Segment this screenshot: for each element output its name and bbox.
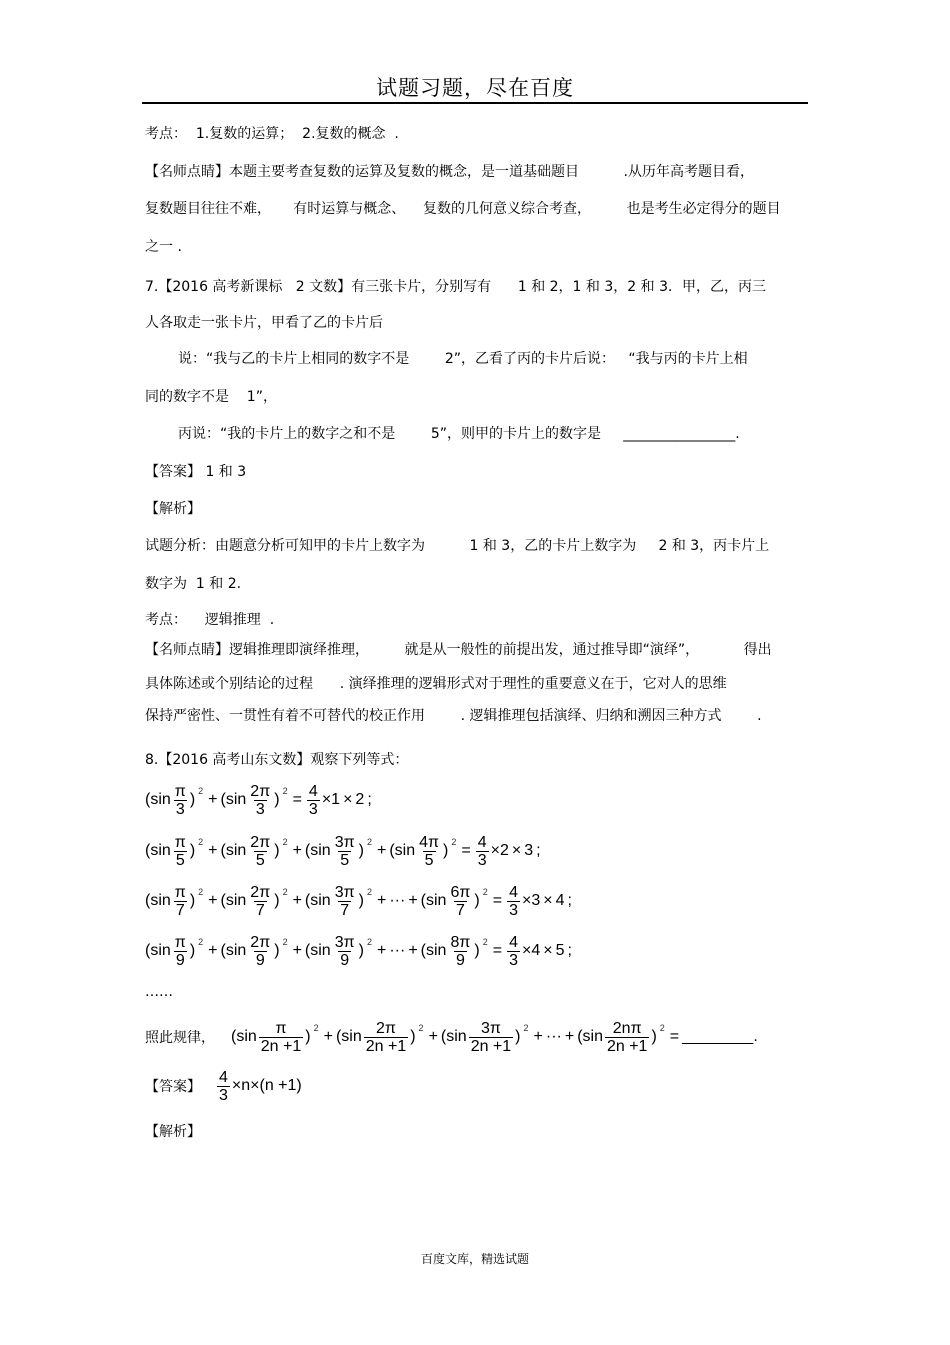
equation-3: ( sin $\frac{\pi}{7}$ ) 2 + ( sin $\frac{2\pi}{7}$ ) 2 + ( sin $\frac{3\pi}{7}$ ) 2 + ··· + ( sin $\frac{6\pi}{7}$ ) 2 = $\frac{4}{3}$ × 3 × 4 ;	[145, 883, 572, 919]
equation-1: ( sin $\frac{\pi}{3}$ ) 2 + ( sin $\frac{2\pi}{3}$ ) 2 = $\frac{4}{3}$ × 1 × 2 ;	[145, 782, 372, 818]
text-line: 数字为 1 和 2.	[145, 576, 242, 592]
problem-8: 8.【2016 高考山东文数】观察下列等式：	[145, 752, 409, 768]
text-line: 复数题目往往不难， 有时运算与概念、 复数的几何意义综合考查， 也是考生必定得分的题目	[145, 201, 781, 217]
problem-7: 7.【2016 高考新课标 2 文数】有三张卡片，分别写有 1 和 2，1 和 3，2 和 3．甲，乙，丙三	[145, 279, 766, 295]
answer-7: 【答案】 1 和 3	[145, 464, 247, 480]
ellipsis-line: ……	[145, 984, 173, 1000]
equation-4: ( sin $\frac{\pi}{9}$ ) 2 + ( sin $\frac{2\pi}{9}$ ) 2 + ( sin $\frac{3\pi}{9}$ ) 2 + ··· + ( sin $\frac{8\pi}{9}$ ) 2 = $\frac{4}{3}$ × 4 × 5 ;	[145, 933, 572, 969]
analysis-heading: 【解析】	[145, 1124, 201, 1140]
answer-blank: ________	[682, 1028, 754, 1045]
answer-8: 【答案】 $\frac{4}{3}$ × n × (n +1)	[145, 1068, 302, 1104]
text-line: 具体陈述或个别结论的过程 . 演绎推理的逻辑形式对于理性的重要意义在于，它对人的思维	[145, 676, 727, 692]
text-line: 保持严密性、一贯性有着不可替代的校正作用 . 逻辑推理包括演绎、归纳和溯因三种方式 .	[145, 708, 762, 724]
text-line: 【名师点睛】逻辑推理即演绎推理， 就是从一般性的前提出发，通过推导即“演绎”， 得出	[145, 642, 772, 658]
text-line: 之一 .	[145, 239, 182, 255]
text-line: 说：“我与乙的卡片上相同的数字不是 2”，乙看了丙的卡片后说： “我与丙的卡片上相	[178, 351, 748, 367]
text-line: 丙说：“我的卡片上的数字之和不是 5”，则甲的卡片上的数字是 ________________.	[178, 426, 740, 442]
text-line: 考点： 逻辑推理 .	[145, 612, 275, 628]
text-line: 试题分析：由题意分析可知甲的卡片上数字为 1 和 3，乙的卡片上数字为 2 和 3，丙卡片上	[145, 538, 770, 554]
equation-2: ( sin $\frac{\pi}{5}$ ) 2 + ( sin $\frac{2\pi}{5}$ ) 2 + ( sin $\frac{3\pi}{5}$ ) 2 + ( sin $\frac{4\pi}{5}$ ) 2 = $\frac{4}{3}$ × 2 × 3 ;	[145, 833, 541, 869]
analysis-heading: 【解析】	[145, 501, 201, 517]
text-line: 人各取走一张卡片，甲看了乙的卡片后	[145, 315, 383, 331]
text-line: 同的数字不是 1”，	[145, 389, 277, 405]
page-footer: 百度文库，精选试题	[420, 1252, 529, 1266]
page-header: 试题习题，尽在百度	[376, 76, 574, 100]
header-rule	[142, 102, 808, 104]
text-line: 【名师点睛】本题主要考查复数的运算及复数的概念，是一道基础题目 .从历年高考题目看，	[145, 164, 754, 180]
text-line: 考点： 1.复数的运算； 2.复数的概念 .	[145, 126, 399, 142]
general-equation: 照此规律， ( sin $\frac{\pi}{2n +1}$ ) 2 + ( sin $\frac{2\pi}{2n +1}$ ) 2 + ( sin $\frac{3\pi}{2n +1}$ ) 2 + ··· + ( sin $\frac{2n\pi}{2n +1}$ ) 2 = ________ .	[145, 1019, 758, 1055]
